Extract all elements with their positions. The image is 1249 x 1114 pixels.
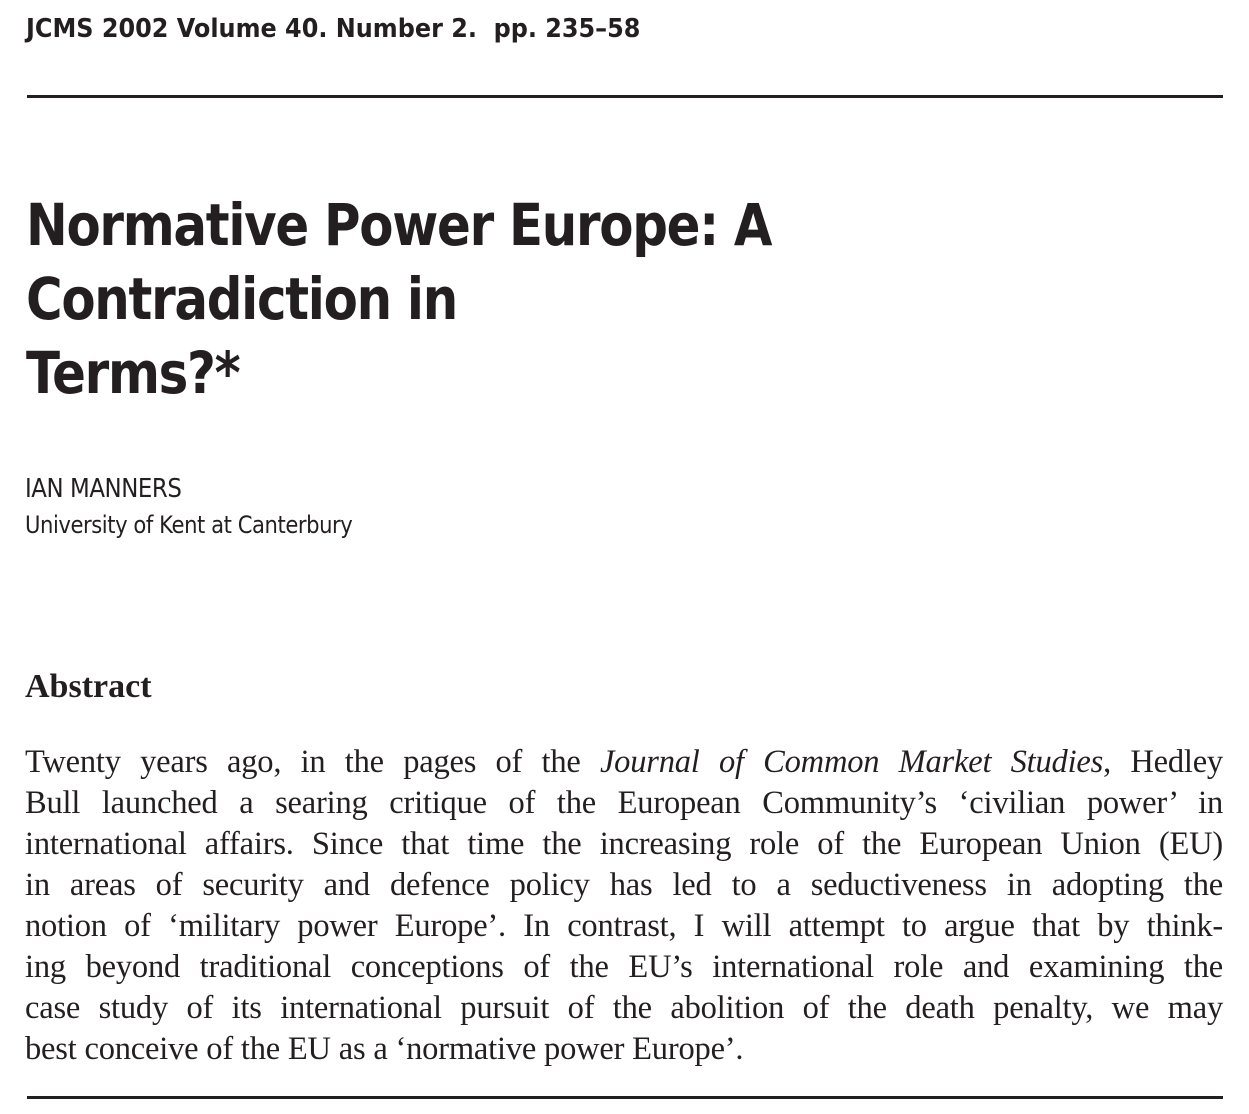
abstract-line-4: in areas of security and defence policy has led to a seductiveness in adopting the <box>25 867 1223 903</box>
abstract-line-1-pre: Twenty years ago, in the pages of the <box>25 744 600 780</box>
abstract-line-7: case study of its international pursuit of the abolition of the death penalty, we may <box>25 990 1223 1026</box>
title-line-1: Normative Power Europe: A Contradiction in <box>26 191 772 333</box>
abstract-line-1 <box>25 742 1223 783</box>
abstract-line-2: Bull launched a searing critique of the European Community’s ‘civilian power’ in <box>25 785 1223 821</box>
title-line-2: Terms?* <box>26 339 240 407</box>
bottom-rule <box>27 1096 1223 1099</box>
abstract-line-6: ing beyond traditional conceptions of the EU’s international role and examining the <box>25 949 1223 985</box>
author-affiliation: University of Kent at Canterbury <box>25 511 353 539</box>
journal-header: JCMS 2002 Volume 40. Number 2. pp. 235–58 <box>26 14 641 44</box>
abstract-line-5: notion of ‘military power Europe’. In contrast, I will attempt to argue that by think- <box>25 908 1223 944</box>
abstract-line-8: best conceive of the EU as a ‘normative power Europe’. <box>25 1031 744 1067</box>
author-name: IAN MANNERS <box>25 474 182 504</box>
top-rule <box>27 95 1223 98</box>
abstract-body <box>25 742 1223 1070</box>
abstract-heading: Abstract <box>25 668 152 705</box>
article-title <box>26 188 1092 410</box>
journal-name-italic: Journal of Common Market Studies <box>599 744 1104 780</box>
abstract-line-3: international affairs. Since that time the increasing role of the European Union (EU) <box>25 826 1223 862</box>
abstract-line-1-post: , Hedley <box>1103 744 1223 780</box>
